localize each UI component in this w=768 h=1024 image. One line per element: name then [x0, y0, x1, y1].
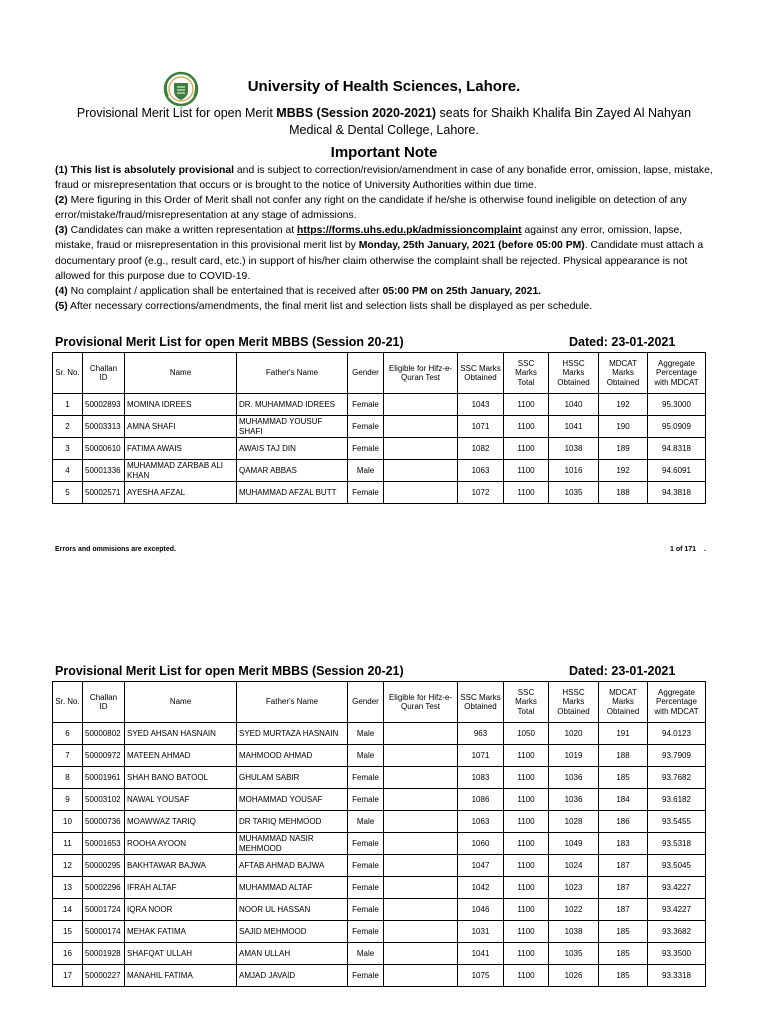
cell-gender: Male — [348, 723, 384, 745]
list-date: Dated: 23-01-2021 — [569, 335, 676, 349]
important-notes — [55, 163, 715, 314]
note-5: (5) After necessary corrections/amendments, the final merit list and selection lists shall be displayed as per schedule. — [55, 300, 593, 312]
cell-hifz — [384, 767, 458, 789]
list-header-page-2 — [55, 664, 713, 680]
col-sr: Sr. No. — [53, 353, 83, 394]
cell-aggregate: 93.7682 — [648, 767, 706, 789]
cell-name: BAKHTAWAR BAJWA — [125, 855, 237, 877]
cell-challan: 50000802 — [83, 723, 125, 745]
cell-hssc-obtained: 1049 — [549, 833, 599, 855]
cell-hssc-obtained: 1028 — [549, 811, 599, 833]
cell-name: MATEEN AHMAD — [125, 745, 237, 767]
cell-hssc-obtained: 1016 — [549, 460, 599, 482]
cell-challan: 50000295 — [83, 855, 125, 877]
cell-sr: 10 — [53, 811, 83, 833]
cell-sr: 16 — [53, 943, 83, 965]
cell-father: MUHAMMAD NASIR MEHMOOD — [237, 833, 348, 855]
cell-hssc-obtained: 1035 — [549, 943, 599, 965]
cell-mdcat: 188 — [599, 482, 648, 504]
cell-gender: Male — [348, 943, 384, 965]
cell-challan: 50002296 — [83, 877, 125, 899]
cell-gender: Female — [348, 833, 384, 855]
cell-ssc-total: 1100 — [504, 438, 549, 460]
table-row — [53, 877, 706, 899]
cell-hifz — [384, 877, 458, 899]
cell-ssc-total: 1100 — [504, 394, 549, 416]
cell-father: MUHAMMAD YOUSUF SHAFI — [237, 416, 348, 438]
cell-mdcat: 187 — [599, 855, 648, 877]
cell-hifz — [384, 745, 458, 767]
cell-name: NAWAL YOUSAF — [125, 789, 237, 811]
cell-hssc-obtained: 1019 — [549, 745, 599, 767]
col-challan: Challan ID — [83, 682, 125, 723]
cell-hifz — [384, 438, 458, 460]
cell-ssc-obtained: 1082 — [458, 438, 504, 460]
cell-ssc-total: 1100 — [504, 943, 549, 965]
cell-challan: 50001653 — [83, 833, 125, 855]
cell-hifz — [384, 965, 458, 987]
cell-ssc-obtained: 1075 — [458, 965, 504, 987]
col-hifz: Eligible for Hifz-e-Quran Test — [384, 682, 458, 723]
cell-hifz — [384, 943, 458, 965]
cell-name: IFRAH ALTAF — [125, 877, 237, 899]
cell-mdcat: 189 — [599, 438, 648, 460]
note-4: (4) No complaint / application shall be entertained that is received after 05:00 PM on 25th January, 2021. — [55, 285, 542, 297]
cell-name: ROOHA AYOON — [125, 833, 237, 855]
table-row — [53, 460, 706, 482]
cell-ssc-obtained: 1041 — [458, 943, 504, 965]
cell-name: SHAFQAT ULLAH — [125, 943, 237, 965]
cell-hifz — [384, 416, 458, 438]
col-father: Father's Name — [237, 682, 348, 723]
cell-mdcat: 185 — [599, 965, 648, 987]
cell-ssc-obtained: 1086 — [458, 789, 504, 811]
cell-sr: 6 — [53, 723, 83, 745]
cell-father: AMAN ULLAH — [237, 943, 348, 965]
cell-aggregate: 94.3818 — [648, 482, 706, 504]
cell-father: DR TARIQ MEHMOOD — [237, 811, 348, 833]
cell-ssc-obtained: 1031 — [458, 921, 504, 943]
cell-challan: 50000736 — [83, 811, 125, 833]
cell-mdcat: 192 — [599, 394, 648, 416]
cell-ssc-obtained: 1063 — [458, 460, 504, 482]
col-mdcat: MDCAT Marks Obtained — [599, 682, 648, 723]
cell-hssc-obtained: 1024 — [549, 855, 599, 877]
important-note-heading: Important Note — [330, 144, 438, 161]
cell-ssc-obtained: 1063 — [458, 811, 504, 833]
merit-table-page-1 — [52, 352, 706, 504]
table-row — [53, 723, 706, 745]
cell-ssc-total: 1050 — [504, 723, 549, 745]
cell-ssc-total: 1100 — [504, 745, 549, 767]
cell-father: NOOR UL HASSAN — [237, 899, 348, 921]
cell-ssc-obtained: 1043 — [458, 394, 504, 416]
cell-father: AMJAD JAVAID — [237, 965, 348, 987]
table-header-row — [53, 682, 706, 723]
col-name: Name — [125, 682, 237, 723]
cell-mdcat: 183 — [599, 833, 648, 855]
cell-ssc-total: 1100 — [504, 460, 549, 482]
cell-father: GHULAM SABIR — [237, 767, 348, 789]
cell-hssc-obtained: 1038 — [549, 438, 599, 460]
cell-mdcat: 186 — [599, 811, 648, 833]
cell-sr: 2 — [53, 416, 83, 438]
col-hssc-obtained: HSSC Marks Obtained — [549, 682, 599, 723]
cell-ssc-total: 1100 — [504, 965, 549, 987]
cell-sr: 17 — [53, 965, 83, 987]
cell-ssc-total: 1100 — [504, 482, 549, 504]
cell-mdcat: 190 — [599, 416, 648, 438]
cell-mdcat: 184 — [599, 789, 648, 811]
cell-sr: 11 — [53, 833, 83, 855]
cell-hssc-obtained: 1023 — [549, 877, 599, 899]
cell-name: MANAHIL FATIMA — [125, 965, 237, 987]
cell-ssc-total: 1100 — [504, 767, 549, 789]
col-aggregate: Aggregate Percentage with MDCAT — [648, 682, 706, 723]
cell-ssc-total: 1100 — [504, 877, 549, 899]
cell-challan: 50001961 — [83, 767, 125, 789]
cell-hifz — [384, 789, 458, 811]
cell-sr: 13 — [53, 877, 83, 899]
cell-father: AWAIS TAJ DIN — [237, 438, 348, 460]
col-challan: Challan ID — [83, 353, 125, 394]
cell-aggregate: 94.8318 — [648, 438, 706, 460]
cell-ssc-obtained: 963 — [458, 723, 504, 745]
cell-ssc-obtained: 1083 — [458, 767, 504, 789]
cell-challan: 50003313 — [83, 416, 125, 438]
cell-father: SYED MURTAZA HASNAIN — [237, 723, 348, 745]
cell-sr: 4 — [53, 460, 83, 482]
cell-gender: Female — [348, 416, 384, 438]
cell-gender: Female — [348, 877, 384, 899]
cell-ssc-total: 1100 — [504, 833, 549, 855]
page-number: 1 of 171 . — [670, 546, 706, 553]
cell-challan: 50002571 — [83, 482, 125, 504]
col-gender: Gender — [348, 682, 384, 723]
cell-gender: Male — [348, 745, 384, 767]
cell-mdcat: 185 — [599, 943, 648, 965]
cell-mdcat: 187 — [599, 899, 648, 921]
table-row — [53, 416, 706, 438]
col-name: Name — [125, 353, 237, 394]
cell-ssc-total: 1100 — [504, 789, 549, 811]
cell-name: AMNA SHAFI — [125, 416, 237, 438]
col-aggregate: Aggregate Percentage with MDCAT — [648, 353, 706, 394]
cell-gender: Female — [348, 394, 384, 416]
cell-hifz — [384, 833, 458, 855]
cell-ssc-obtained: 1047 — [458, 855, 504, 877]
errors-note: Errors and ommisions are excepted. — [55, 546, 176, 553]
col-ssc-total: SSC Marks Total — [504, 682, 549, 723]
col-mdcat: MDCAT Marks Obtained — [599, 353, 648, 394]
list-date: Dated: 23-01-2021 — [569, 664, 676, 678]
cell-sr: 12 — [53, 855, 83, 877]
table-row — [53, 482, 706, 504]
cell-hssc-obtained: 1035 — [549, 482, 599, 504]
cell-aggregate: 93.5045 — [648, 855, 706, 877]
table-row — [53, 745, 706, 767]
table-header-row — [53, 353, 706, 394]
cell-aggregate: 95.0909 — [648, 416, 706, 438]
cell-ssc-total: 1100 — [504, 921, 549, 943]
cell-mdcat: 185 — [599, 921, 648, 943]
cell-ssc-obtained: 1072 — [458, 482, 504, 504]
cell-sr: 5 — [53, 482, 83, 504]
cell-ssc-total: 1100 — [504, 855, 549, 877]
cell-hifz — [384, 482, 458, 504]
cell-aggregate: 95.3000 — [648, 394, 706, 416]
cell-hssc-obtained: 1036 — [549, 767, 599, 789]
table-row — [53, 767, 706, 789]
cell-challan: 50000227 — [83, 965, 125, 987]
cell-ssc-total: 1100 — [504, 416, 549, 438]
table-row — [53, 921, 706, 943]
table-row — [53, 789, 706, 811]
cell-hifz — [384, 394, 458, 416]
cell-sr: 8 — [53, 767, 83, 789]
col-hssc-obtained: HSSC Marks Obtained — [549, 353, 599, 394]
col-ssc-obtained: SSC Marks Obtained — [458, 682, 504, 723]
cell-name: SHAH BANO BATOOL — [125, 767, 237, 789]
cell-name: MOAWWAZ TARIQ — [125, 811, 237, 833]
cell-father: MOHAMMAD YOUSAF — [237, 789, 348, 811]
cell-gender: Female — [348, 789, 384, 811]
col-ssc-obtained: SSC Marks Obtained — [458, 353, 504, 394]
complaint-link[interactable]: https://forms.uhs.edu.pk/admissioncomplaint — [297, 225, 522, 237]
cell-hssc-obtained: 1022 — [549, 899, 599, 921]
cell-sr: 14 — [53, 899, 83, 921]
cell-ssc-total: 1100 — [504, 811, 549, 833]
cell-aggregate: 93.7909 — [648, 745, 706, 767]
cell-challan: 50003102 — [83, 789, 125, 811]
cell-father: AFTAB AHMAD BAJWA — [237, 855, 348, 877]
cell-hssc-obtained: 1038 — [549, 921, 599, 943]
table-row — [53, 855, 706, 877]
cell-mdcat: 187 — [599, 877, 648, 899]
cell-gender: Female — [348, 767, 384, 789]
col-sr: Sr. No. — [53, 682, 83, 723]
cell-gender: Female — [348, 921, 384, 943]
cell-ssc-obtained: 1060 — [458, 833, 504, 855]
cell-challan: 50000972 — [83, 745, 125, 767]
cell-hssc-obtained: 1040 — [549, 394, 599, 416]
cell-hifz — [384, 811, 458, 833]
list-title: Provisional Merit List for open Merit MBBS (Session 20-21) — [55, 335, 404, 349]
cell-name: MEHAK FATIMA — [125, 921, 237, 943]
cell-hifz — [384, 921, 458, 943]
list-header-page-1 — [55, 335, 713, 351]
cell-aggregate: 94.0123 — [648, 723, 706, 745]
table-row — [53, 965, 706, 987]
cell-father: SAJID MEHMOOD — [237, 921, 348, 943]
cell-aggregate: 93.5455 — [648, 811, 706, 833]
cell-gender: Female — [348, 965, 384, 987]
cell-hssc-obtained: 1036 — [549, 789, 599, 811]
cell-father: DR. MUHAMMAD IDREES — [237, 394, 348, 416]
cell-challan: 50000174 — [83, 921, 125, 943]
col-father: Father's Name — [237, 353, 348, 394]
cell-name: FATIMA AWAIS — [125, 438, 237, 460]
cell-hssc-obtained: 1041 — [549, 416, 599, 438]
cell-hssc-obtained: 1020 — [549, 723, 599, 745]
table-row — [53, 833, 706, 855]
cell-gender: Male — [348, 811, 384, 833]
cell-challan: 50001336 — [83, 460, 125, 482]
cell-gender: Female — [348, 482, 384, 504]
table-row — [53, 943, 706, 965]
cell-mdcat: 188 — [599, 745, 648, 767]
cell-hssc-obtained: 1026 — [549, 965, 599, 987]
cell-challan: 50000610 — [83, 438, 125, 460]
cell-sr: 1 — [53, 394, 83, 416]
university-title: University of Health Sciences, Lahore. — [247, 78, 521, 95]
cell-hifz — [384, 723, 458, 745]
cell-mdcat: 191 — [599, 723, 648, 745]
cell-aggregate: 93.3318 — [648, 965, 706, 987]
merit-table-page-2 — [52, 681, 706, 987]
cell-ssc-total: 1100 — [504, 899, 549, 921]
cell-hifz — [384, 899, 458, 921]
cell-father: MUHAMMAD ALTAF — [237, 877, 348, 899]
cell-name: AYESHA AFZAL — [125, 482, 237, 504]
note-3: (3) Candidates can make a written representation at https://forms.uhs.edu.pk/admissioncomplaint against any error, omission, lapse, mistake, fraud or misrepresentation in this provisional merit list by Monday, 25th January, 2021 (before 05:00 PM). Candidate must attach a documentary proof (e.g., result card, etc.) in support of his/her claim otherwise the complaint shall be rejected. Physical appearance is not allowed for this purpose due to COVID-19. — [55, 225, 704, 282]
cell-mdcat: 192 — [599, 460, 648, 482]
cell-aggregate: 93.6182 — [648, 789, 706, 811]
cell-father: QAMAR ABBAS — [237, 460, 348, 482]
merit-list-subtitle: Provisional Merit List for open Merit MBBS (Session 2020-2021) seats for Shaikh Khalifa Bin Zayed Al Nahyan Medical & Dental College, Lahore. — [76, 106, 692, 137]
col-ssc-total: SSC Marks Total — [504, 353, 549, 394]
cell-name: MUHAMMAD ZARBAB ALI KHAN — [125, 460, 237, 482]
cell-name: IQRA NOOR — [125, 899, 237, 921]
col-gender: Gender — [348, 353, 384, 394]
note-2: (2) Mere figuring in this Order of Merit shall not confer any right on the candidate if he/she is otherwise found ineligible on detection of any error/mistake/fraud/misrepresentation at any stage of admissions. — [55, 195, 687, 222]
cell-ssc-obtained: 1046 — [458, 899, 504, 921]
cell-sr: 9 — [53, 789, 83, 811]
table-row — [53, 899, 706, 921]
cell-aggregate: 94.6091 — [648, 460, 706, 482]
cell-hifz — [384, 855, 458, 877]
table-row — [53, 394, 706, 416]
cell-ssc-obtained: 1042 — [458, 877, 504, 899]
note-1: (1) This list is absolutely provisional and is subject to correction/revision/amendment in case of any bonafide error, omission, lapse, mistake, fraud or misrepresentation that occurs or is brought to the notice of University Authorities within due time. — [55, 165, 713, 192]
cell-aggregate: 93.3500 — [648, 943, 706, 965]
table-row — [53, 438, 706, 460]
cell-name: MOMINA IDREES — [125, 394, 237, 416]
cell-father: MUHAMMAD AFZAL BUTT — [237, 482, 348, 504]
cell-sr: 3 — [53, 438, 83, 460]
cell-hifz — [384, 460, 458, 482]
cell-gender: Female — [348, 438, 384, 460]
col-hifz: Eligible for Hifz-e-Quran Test — [384, 353, 458, 394]
cell-challan: 50002893 — [83, 394, 125, 416]
cell-ssc-obtained: 1071 — [458, 416, 504, 438]
cell-challan: 50001724 — [83, 899, 125, 921]
cell-aggregate: 93.3682 — [648, 921, 706, 943]
cell-gender: Male — [348, 460, 384, 482]
cell-gender: Female — [348, 899, 384, 921]
cell-mdcat: 185 — [599, 767, 648, 789]
list-title: Provisional Merit List for open Merit MBBS (Session 20-21) — [55, 664, 404, 678]
cell-challan: 50001928 — [83, 943, 125, 965]
cell-sr: 7 — [53, 745, 83, 767]
cell-name: SYED AHSAN HASNAIN — [125, 723, 237, 745]
cell-aggregate: 93.5318 — [648, 833, 706, 855]
cell-gender: Female — [348, 855, 384, 877]
cell-aggregate: 93.4227 — [648, 899, 706, 921]
cell-aggregate: 93.4227 — [648, 877, 706, 899]
table-row — [53, 811, 706, 833]
cell-ssc-obtained: 1071 — [458, 745, 504, 767]
cell-sr: 15 — [53, 921, 83, 943]
cell-father: MAHMOOD AHMAD — [237, 745, 348, 767]
